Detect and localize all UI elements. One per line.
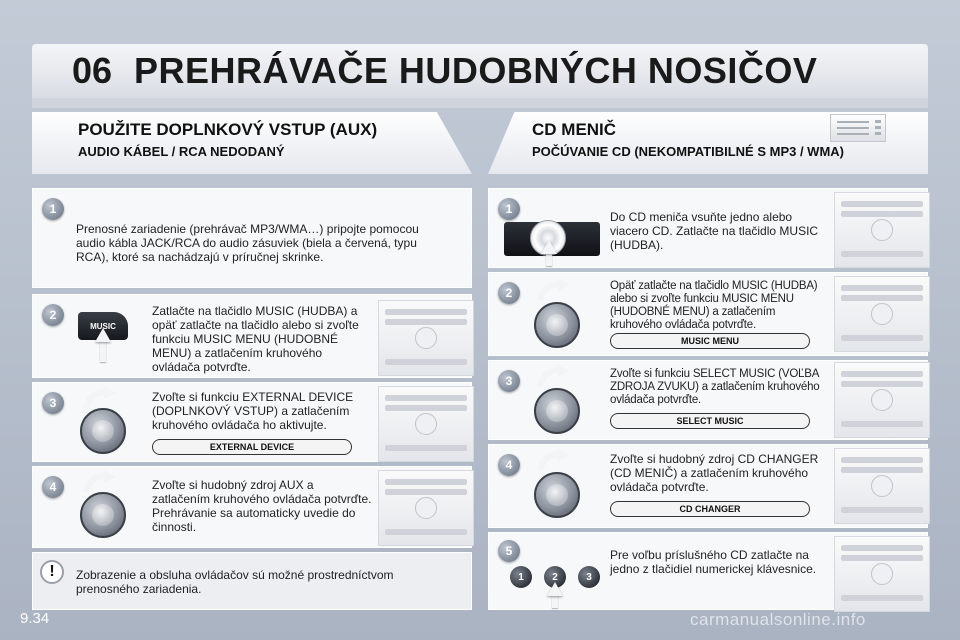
- left-step-1-badge: 1: [42, 198, 64, 220]
- right-step-3-badge: 3: [498, 370, 520, 392]
- radio-panel-thumbnail: [834, 192, 930, 268]
- external-device-label: EXTERNAL DEVICE: [152, 439, 352, 455]
- left-step-4-badge: 4: [42, 476, 64, 498]
- radio-panel-thumbnail: [834, 276, 930, 352]
- watermark: carmanualsonline.info: [690, 610, 866, 629]
- right-step-3-text: Zvoľte si funkciu SELECT MUSIC (VOĽBA ZDROJA ZVUKU) a zatlačením kruhového ovládača potvrďte.: [610, 368, 820, 406]
- rotate-arrow-icon: [536, 448, 572, 472]
- rotate-arrow-icon: [82, 386, 118, 410]
- left-note-text: Zobrazenie a obsluha ovládačov sú možné prostredníctvom prenosného zariadenia.: [76, 568, 394, 596]
- right-step-4-badge: 4: [498, 454, 520, 476]
- cd-changer-label: CD CHANGER: [610, 501, 810, 517]
- rotary-knob-icon: [80, 408, 126, 454]
- radio-panel-thumbnail: [378, 470, 474, 546]
- right-step-4-text: Zvoľte si hudobný zdroj CD CHANGER (CD MENIČ) a zatlačením kruhového ovládača potvrďte.: [610, 452, 819, 494]
- left-section-title: POUŽITE DOPLNKOVÝ VSTUP (AUX): [78, 120, 378, 139]
- select-music-label: SELECT MUSIC: [610, 413, 810, 429]
- rotary-knob-icon: [534, 388, 580, 434]
- radio-panel-thumbnail: [378, 300, 474, 376]
- left-step-2-text: Zatlačte na tlačidlo MUSIC (HUDBA) a opäť zatlačte na tlačidlo alebo si zvoľte funkciu MUSIC MENU (HUDOBNÉ MENU) a zatlačením kruhového ovládača potvrďte.: [152, 304, 359, 374]
- left-step-1-text: Prenosné zariadenie (prehrávač MP3/WMA…) pripojte pomocou audio kábla JACK/RCA do audio zásuviek (biela a červená, typu RCA), ktoré sa nachádzajú v príručnej skrinke.: [76, 222, 419, 264]
- header-stripe: [32, 98, 928, 108]
- radio-panel-thumbnail: [378, 386, 474, 462]
- music-menu-label: MUSIC MENU: [610, 333, 810, 349]
- radio-panel-thumbnail: [834, 536, 930, 612]
- press-arrow-icon: [547, 582, 563, 596]
- chapter-number: 06: [72, 50, 113, 91]
- cd-changer-icon: [830, 114, 886, 142]
- press-arrow-icon: [95, 328, 111, 342]
- right-step-1-badge: 1: [498, 198, 520, 220]
- rotate-arrow-icon: [536, 364, 572, 388]
- page-title: PREHRÁVAČE HUDOBNÝCH NOSIČOV: [134, 50, 818, 91]
- rotary-knob-icon: [534, 472, 580, 518]
- right-step-5-badge: 5: [498, 540, 520, 562]
- rotate-arrow-icon: [82, 470, 118, 494]
- numeric-key-3: 3: [578, 566, 600, 588]
- numeric-key-2: 2: [544, 566, 566, 588]
- rotary-knob-icon: [80, 492, 126, 538]
- left-step-4-text: Zvoľte si hudobný zdroj AUX a zatlačením kruhového ovládača potvrďte. Prehrávanie sa automaticky uvedie do činnosti.: [152, 478, 372, 534]
- rotate-arrow-icon: [536, 278, 572, 302]
- right-step-2-badge: 2: [498, 282, 520, 304]
- left-section-subtitle: AUDIO KÁBEL / RCA NEDODANÝ: [78, 144, 285, 159]
- warning-icon: !: [40, 560, 64, 584]
- insert-arrow-icon: [541, 240, 557, 254]
- left-step-3-text: Zvoľte si funkciu EXTERNAL DEVICE (DOPLNKOVÝ VSTUP) a zatlačením kruhového ovládača ho aktivujte.: [152, 390, 354, 432]
- right-section-subtitle: POČÚVANIE CD (NEKOMPATIBILNÉ S MP3 / WMA): [532, 144, 844, 159]
- music-button-icon: MUSIC: [78, 312, 128, 340]
- left-step-3-badge: 3: [42, 392, 64, 414]
- left-step-2-badge: 2: [42, 304, 64, 326]
- radio-panel-thumbnail: [834, 362, 930, 438]
- page-number: 9.34: [20, 610, 50, 627]
- right-section-title: CD MENIČ: [532, 120, 617, 139]
- numeric-key-1: 1: [510, 566, 532, 588]
- right-step-1-text: Do CD meniča vsuňte jedno alebo viacero CD. Zatlačte na tlačidlo MUSIC (HUDBA).: [610, 210, 819, 252]
- rotary-knob-icon: [534, 302, 580, 348]
- right-step-5-text: Pre voľbu príslušného CD zatlačte na jedno z tlačidiel numerickej klávesnice.: [610, 548, 817, 576]
- right-step-2-text: Opäť zatlačte na tlačidlo MUSIC (HUDBA) alebo si zvoľte funkciu MUSIC MENU (HUDOBNÉ MENU) a zatlačením kruhového ovládača potvrďte.: [610, 280, 818, 331]
- radio-panel-thumbnail: [834, 448, 930, 524]
- press-arrow-stem: [100, 340, 106, 362]
